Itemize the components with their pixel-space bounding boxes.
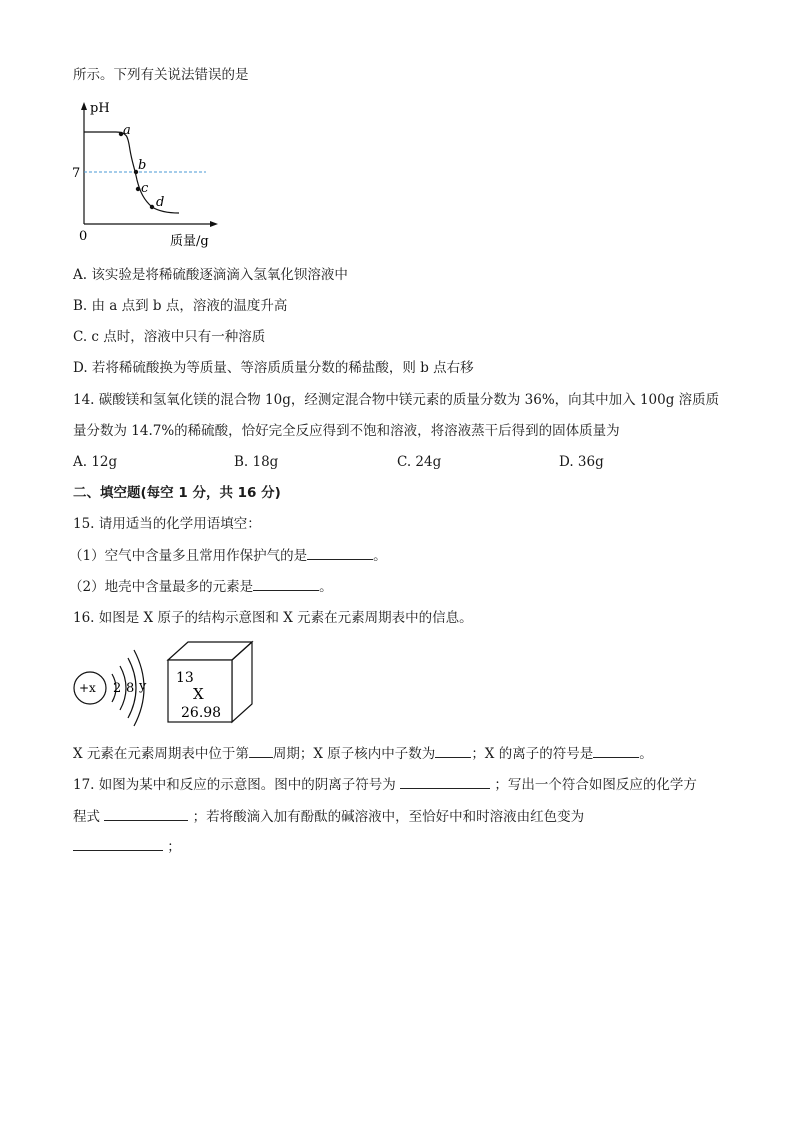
q16-answer-line [73,745,653,763]
q17-line2-part1: 程式 [73,809,105,825]
q16-period-blank[interactable] [249,745,273,758]
q14-line2: 量分数为 14.7%的稀硫酸，恰好完全反应得到不饱和溶液，将溶液蒸干后得到的固体质量为 [73,423,620,439]
q13-option-a: A. 该实验是将稀硫酸逐滴滴入氢氧化钡溶液中 [73,267,348,283]
q17-anion-blank[interactable] [400,776,490,789]
section2-title: 二、填空题(每空 1 分，共 16 分) [73,485,281,501]
y-axis-label: pH [90,101,110,116]
q14-option-b: B. 18g [234,454,279,470]
q13-intro: 所示。下列有关说法错误的是 [73,67,249,83]
point-d-label: d [156,195,165,210]
q13-option-c: C. c 点时，溶液中只有一种溶质 [73,329,266,345]
q16-ion-blank[interactable] [593,745,639,758]
nucleus-charge: +x [79,681,96,695]
seven-label: 7 [72,166,81,181]
q17-line3 [73,838,181,856]
q15-sub2 [69,578,333,596]
element-cube [164,638,256,726]
shell1-electrons: 2 [113,681,122,696]
x-axis-arrow [210,221,218,227]
q17-line1-part2: ；写出一个符合如图反应的化学方 [490,777,697,793]
element-number: 13 [176,670,194,686]
y-axis-arrow [81,102,87,110]
q14-option-c: C. 24g [397,454,442,470]
point-a-label: a [123,123,131,138]
q16-text-end: 。 [639,746,653,762]
q15-sub2-end: 。 [319,579,333,595]
shell3-electrons: y [139,679,147,694]
point-b-label: b [138,158,147,173]
point-c-dot [136,187,140,191]
q17-line1-part1: 17. 如图为某中和反应的示意图。图中的阴离子符号为 [73,777,401,793]
q17-line1 [73,776,697,794]
q14-option-d: D. 36g [559,454,604,470]
shell2-electrons: 8 [126,681,135,696]
q16-text-part2: 周期；X 原子核内中子数为 [272,746,436,762]
q15-sub1-blank[interactable] [307,547,373,560]
q16-text-part1: X 元素在元素周期表中位于第 [73,746,249,762]
q16-neutron-blank[interactable] [435,745,471,758]
element-mass: 26.98 [181,705,222,721]
x-axis-label: 质量/g [170,234,209,249]
q13-option-d: D. 若将稀硫酸换为等质量、等溶质质量分数的稀盐酸，则 b 点右移 [73,360,474,376]
q17-line2-part2: ；若将酸滴入加有酚酞的碱溶液中，至恰好中和时溶液由红色变为 [188,809,585,825]
atom-structure-diagram [68,640,160,732]
q17-color-blank[interactable] [73,838,163,851]
cube-top [168,642,252,660]
q13-option-b: B. 由 a 点到 b 点，溶液的温度升高 [73,298,288,314]
q15-stem: 15. 请用适当的化学用语填空： [73,516,261,532]
q14-line1: 14. 碳酸镁和氢氧化镁的混合物 10g，经测定混合物中镁元素的质量分数为 36%，向其中加入 100g 溶质质 [73,392,720,408]
q17-line2 [73,808,584,826]
q15-sub1-text: （1）空气中含量多且常用作保护气的是 [69,548,308,564]
q15-sub1-end: 。 [373,548,387,564]
point-d-dot [150,205,154,209]
q15-sub1 [69,547,387,565]
origin-label: 0 [79,229,88,244]
q16-stem: 16. 如图是 X 原子的结构示意图和 X 元素在元素周期表中的信息。 [73,610,473,626]
element-symbol: X [193,685,204,703]
point-c-label: c [141,181,149,196]
cube-side [232,642,252,722]
ph-curve-graph [66,96,226,252]
q15-sub2-text: （2）地壳中含量最多的元素是 [69,579,254,595]
q14-option-a: A. 12g [73,454,118,470]
q15-sub2-blank[interactable] [253,578,319,591]
q16-text-part3: ；X 的离子的符号是 [471,746,594,762]
q17-equation-blank[interactable] [104,808,188,821]
q17-line3-end: ； [163,839,181,855]
